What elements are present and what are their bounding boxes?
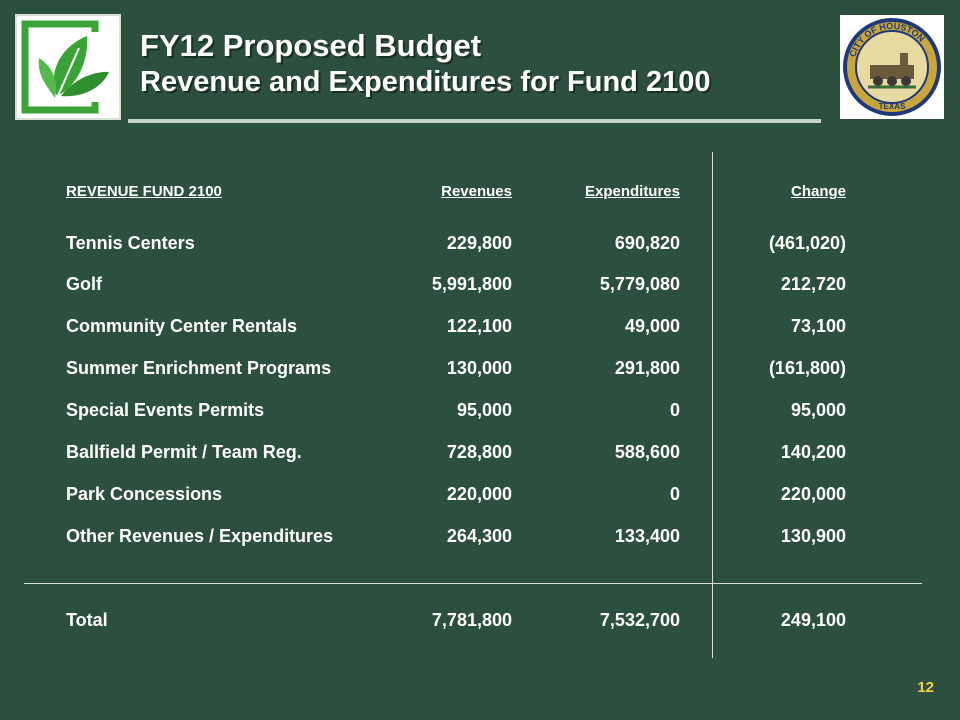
header-expenditures: Expenditures — [584, 183, 680, 200]
row-change: 95,000 — [790, 400, 846, 420]
row-expenditures: 5,779,080 — [599, 274, 680, 294]
row-revenues: 5,991,800 — [431, 274, 512, 294]
row-revenues: 122,100 — [446, 316, 512, 336]
city-seal — [840, 15, 944, 119]
row-revenues: 229,800 — [446, 233, 512, 253]
row-expenditures: 133,400 — [614, 526, 680, 546]
row-expenditures: 690,820 — [614, 233, 680, 253]
total-change: 249,100 — [780, 610, 846, 630]
row-label: Park Concessions — [66, 484, 223, 504]
row-expenditures: 0 — [669, 484, 680, 504]
row-label: Special Events Permits — [66, 400, 265, 420]
row-label: Ballfield Permit / Team Reg. — [66, 442, 302, 462]
row-change: 140,200 — [780, 442, 846, 462]
svg-text:CITY OF HOUSTON: CITY OF HOUSTON — [847, 20, 927, 59]
row-revenues: 95,000 — [456, 400, 512, 420]
row-change: 220,000 — [780, 484, 846, 504]
row-expenditures: 588,600 — [614, 442, 680, 462]
row-label: Summer Enrichment Programs — [66, 358, 332, 378]
header-revenues: Revenues — [441, 183, 512, 200]
row-label: Golf — [66, 274, 102, 294]
parks-logo — [15, 14, 121, 120]
total-label: Total — [66, 610, 108, 630]
row-change: 73,100 — [790, 316, 846, 336]
page-number: 12 — [917, 679, 934, 696]
row-revenues: 728,800 — [446, 442, 512, 462]
title-line-1: FY12 Proposed Budget — [140, 28, 482, 63]
row-revenues: 130,000 — [446, 358, 512, 378]
total-revenues: 7,781,800 — [431, 610, 512, 630]
row-label: Other Revenues / Expenditures — [66, 526, 334, 546]
header-change: Change — [790, 183, 846, 200]
header-label: REVENUE FUND 2100 — [66, 183, 222, 200]
row-change: (161,800) — [768, 358, 846, 378]
leaf-logo-icon — [17, 16, 119, 118]
row-change: 130,900 — [780, 526, 846, 546]
svg-text:TEXAS: TEXAS — [878, 102, 906, 111]
row-label: Tennis Centers — [66, 233, 195, 253]
slide-title — [140, 28, 710, 100]
title-line-2: Revenue and Expenditures for Fund 2100 — [140, 66, 711, 98]
row-revenues: 264,300 — [446, 526, 512, 546]
row-expenditures: 49,000 — [624, 316, 680, 336]
city-seal-icon — [840, 15, 944, 119]
row-label: Community Center Rentals — [66, 316, 298, 336]
row-revenues: 220,000 — [446, 484, 512, 504]
total-divider — [24, 583, 922, 584]
row-change: (461,020) — [768, 233, 846, 253]
total-expenditures: 7,532,700 — [599, 610, 680, 630]
title-underline — [128, 119, 821, 123]
row-change: 212,720 — [780, 274, 846, 294]
row-expenditures: 291,800 — [614, 358, 680, 378]
row-expenditures: 0 — [669, 400, 680, 420]
